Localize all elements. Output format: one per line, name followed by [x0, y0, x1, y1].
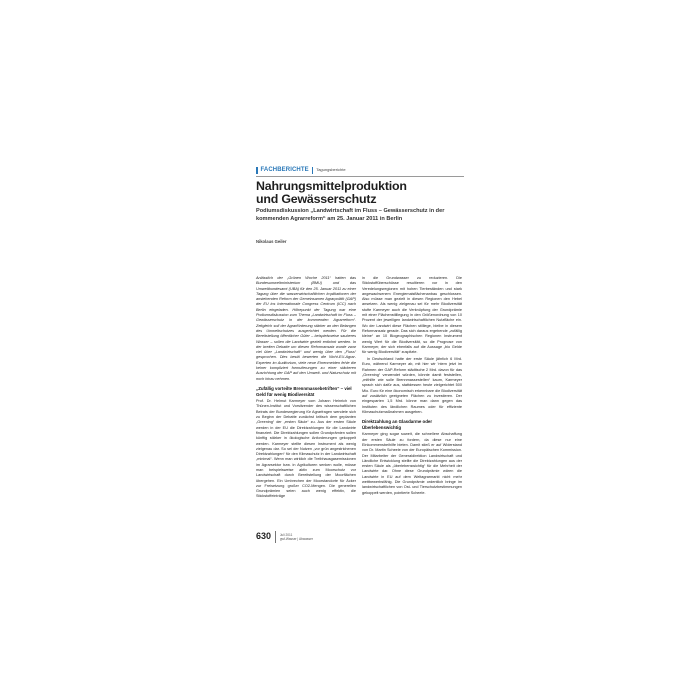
- text-column-left: [256, 276, 356, 534]
- text-column-right: [362, 276, 462, 524]
- footer-issue: Juli 2011: [279, 533, 293, 537]
- section-heading-2: Direktzahlung an Glasdarme oder Überlebenswichtig: [362, 419, 433, 430]
- article-author: Nikolaus Geiler: [256, 239, 287, 244]
- article-title: [256, 180, 466, 205]
- section-divider: [312, 167, 314, 174]
- subsection-label: Tagungsberichte: [316, 167, 346, 172]
- page-number: 630: [256, 531, 272, 541]
- article-subtitle: Podiumsdiskussion „Landwirtschaft im Fluss – Gewässerschutz in der kommenden Agrarreform“ am 25. Januar 2011 in Berlin: [256, 208, 445, 222]
- body-paragraph-4: Karmeyer ging sogar soweit, die schnellere Abschaffung der ersten Säule zu fordern, da diese nur eine Einkommensbeihilfe bieten. Damit stieß er auf Widerstand von Dr. Martin Scheele von der Europäischen Kommission. Der Mitarbeiter der Generaldirektion Landwirtschaft und Ländliche Entwicklung stellte die Direktzahlungen aus der ersten Säule als „überlebenswichtig“ für die Mehrheit der Landwirte dar. Ohne diese Grundprämie wären die Landwirte in EU auf dem Weltagrarmarkt nicht mehr wettbewerbsfähig. Die Grundprämie ordentlich bringe im landwirtschaftlichen von Ost- und Tierschutzbestimmungen gekoppelt werden, pointierte Scheele.: [362, 432, 462, 495]
- footer-publication: gwf-Wasser | Abwasser: [279, 537, 313, 542]
- section-label: FACHBERICHTE: [260, 167, 309, 173]
- intro-paragraph: Anlässlich der „Grünen Woche 2011“ hatten das Bundesumweltministerium (BMU) und das Umweltbundesamt (UBA) für den 25. Januar 2011 zu einer Tagung über die wasserwirtschaftlichen Implikationen der anstehenden Reform der Gemeinsamen Agrarpolitik (GAP) der EU ins Internationale Congress Centrum (ICC) nach Berlin eingeladen. Höhepunkt der Tagung war eine Podiumsdiskussion zum Thema „Landwirtschaft im Fluss – Gewässerschutz in der kommenden Agrarreform“. Zeitgleich soll der Agrarförderung stärker an den Belangen des Umweltschutzes ausgerichtet werden. Für die Bereitstellung öffentlicher Güter – beispielsweise sauberes Wasser – sollen die Landwirte gezielt entlohnt werden. In der breiten Debatte um diesen Reformansatz wurde zwar viel über „Landwirtschaft“ und wenig über den „Fluss“ gesprochen. Dies bestä bewerten die Nicht-EU-Agrar-Experten im Auditorium, viele neue Ehrenmeiden fehle die keiner kompliziert formulierungen zu einer stärkeren Ausrichtung der GAP auf den Umwelt- und Naturschutz mit noch hinzu nehmen.: [256, 276, 356, 381]
- body-paragraph-2: in die Grundwasser zu reduzieren. Die Stickstoffüberschüsse resultieren vor in den Veredelungsregionen mit hohen Tierbeständen und stark angewachsenem Energiemaisflächenanbau geschlossen. Also müsse man gezielt in diesen Regionen den Hebel ansetzen. Als wenig zielgenau sei für mehr Biodiversität stufte Karmeyer auch die Verknüpfung der Grundprämie mit einer Flächenstilllegung in den Größenordnung von 10 Prozent der jeweiligen landwirtschaftlichen Nutzfläche ein. Wo der Landwirt diese Flächen stilllege, bleibe in diesem Reformansatz gerade. Das sich daraus ergebende „zufällig kleine“ an 10 Biogeographischen Regionen Instrument wenig Wert für die Biodiversität, so die Prognose von Karmeyer, der sich ebenfalls auf die Aussage „bio Gelde für wenig Biodiversität“ zuspitzte.: [362, 276, 462, 355]
- header-rule: [256, 176, 464, 177]
- title-line-2: und Gewässerschutz: [256, 191, 377, 206]
- page-footer: [256, 531, 313, 543]
- title-line-1: Nahrungsmittelproduktion: [256, 179, 407, 193]
- body-paragraph-3: In Deutschland hatte der erste Säule jährlich 6 Mrd. Euro, während Karmeyer ab, mit hier wir 'ntern jetzt im Rahmen der GAP-Reform städtische 2 Mrd. davon für das „Greening“ verwendet würden, könnte damit feststellen, „mithilfe wie solle Brennmassestellen“ kaum, Karmeyer sprach sich dafür aus, stattdessen heute zielgerichtet 500 Mio. Euro für eine ökonomisch erkennbare die Biodiversität auf zusätzlich geeigneten Flächen zu investieren. Der eingesparten 1,5 Mrd. könne man dann gegen das Instituten des ländlichen Raumes oder für effiziente Klimaschutzmaßnahmen ausgeben.: [362, 356, 462, 414]
- section-header: [256, 166, 464, 174]
- section-heading-1: „Zufällig vorteilte Brennmassebetriften“ – viel Geld für wenig Biodiversität: [256, 385, 352, 397]
- footer-divider: [275, 531, 276, 543]
- section-marker: [256, 167, 258, 174]
- body-paragraph-1: Prof. Dr. Helmut Karmeyer vom Johann Heinrich von Thünen-Institut und Vorsitzender des wissenschaftlichen Beirats der Bundesregierung für Agrarfragen wendete sich zu Beginn der Debatte zunächst kritisch dem geplanten „Greening“ der „ersten Säule“ zu. Aus der ersten Säule werden in der EU die Direktzahlungen für die Landwirte finanziert. Die Direktzahlungen sollen Grundprämien sollen künftig stärker in ökologische Anforderungen gekoppelt werden. Karmeyer stellte diesen Instrument als wenig zielgenau dar. So sei der Nutzen „vor grün angestrichenen Direktzahlungen“ für den Klimaschutz in der Landwirtschaft „minimal“. Wenn man wirklich die Treibhausgasemissionen im Agrarsektor bzw. in Agrikulturen senken wolle, müsse man beispielsweise aktiv zum Moorschutz vor Landwirtschaft durch Bereitstellung der Moorflächen übergehen. Ein Umbrechen der Moorstandorte für Äcker zur Freisetzung großer CO2-Mengen. Die generellen Grundprämien seien auch wenig effektiv, die Stickstoffeinträge: [256, 399, 356, 499]
- footer-meta: [280, 533, 313, 541]
